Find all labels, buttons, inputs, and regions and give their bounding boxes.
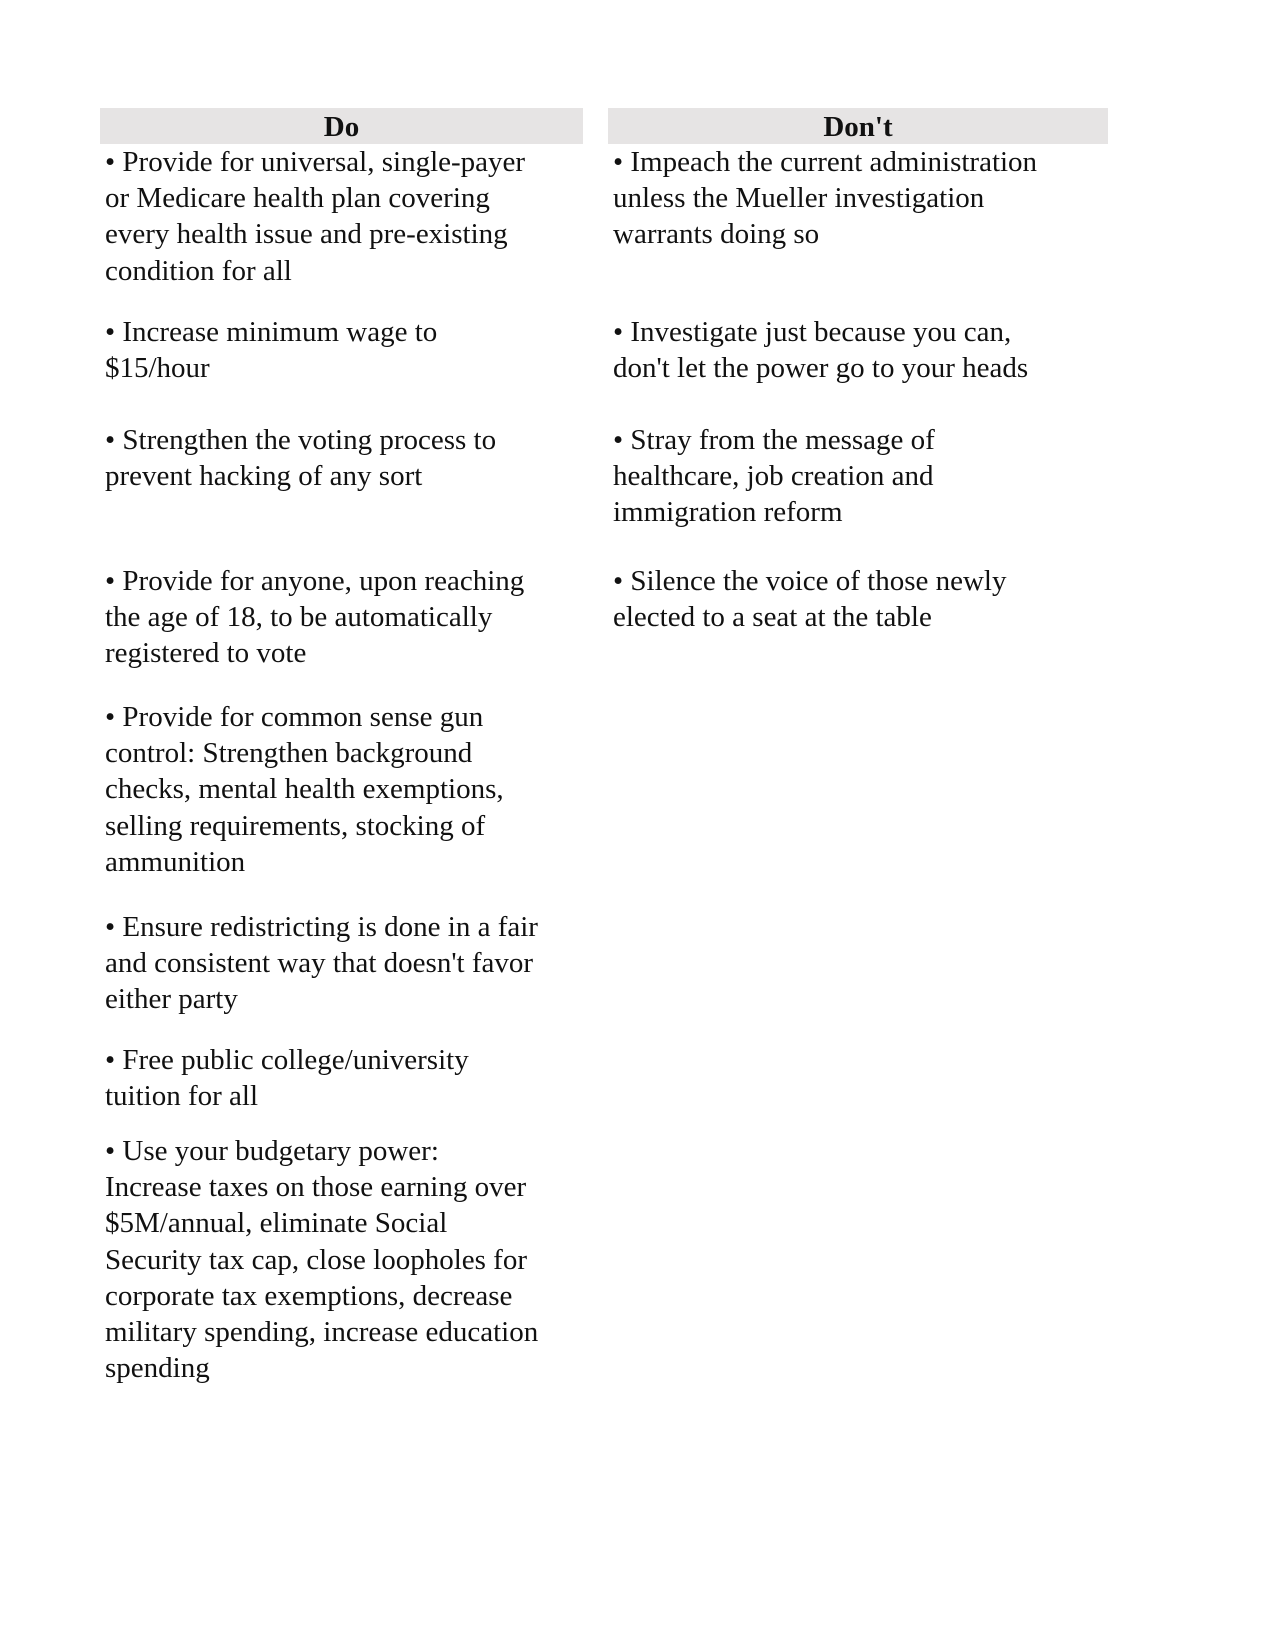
do-item: • Provide for universal, single-payer or Medicare health plan covering every health issue and pre-existing condition for all (105, 146, 526, 287)
do-item: • Provide for anyone, upon reaching the age of 18, to be automatically registered to vote (105, 565, 525, 670)
do-item: • Strengthen the voting process to prevent hacking of any sort (105, 424, 497, 493)
do-item: • Increase minimum wage to $15/hour (105, 316, 438, 385)
dont-column (608, 108, 1108, 634)
dont-column-header: Don't (608, 108, 1108, 144)
dont-item: • Investigate just because you can, don't let the power go to your heads (613, 316, 1029, 385)
do-column (100, 108, 583, 1385)
do-item: • Use your budgetary power: Increase taxes on those earning over $5M/annual, eliminate Social Security tax cap, close loopholes for corporate tax exemptions, decrease military spending, increase education spending (105, 1135, 539, 1385)
dont-item: • Impeach the current administration unless the Mueller investigation warrants doing so (613, 146, 1038, 251)
do-item: • Provide for common sense gun control: Strengthen background checks, mental health exemptions, selling requirements, stocking of ammunition (105, 701, 504, 878)
dont-item: • Silence the voice of those newly elected to a seat at the table (613, 565, 1007, 634)
dont-item: • Stray from the message of healthcare, job creation and immigration reform (613, 424, 935, 529)
do-item: • Free public college/university tuition for all (105, 1044, 469, 1113)
do-item: • Ensure redistricting is done in a fair and consistent way that doesn't favor either party (105, 911, 538, 1016)
do-column-header: Do (100, 108, 583, 144)
